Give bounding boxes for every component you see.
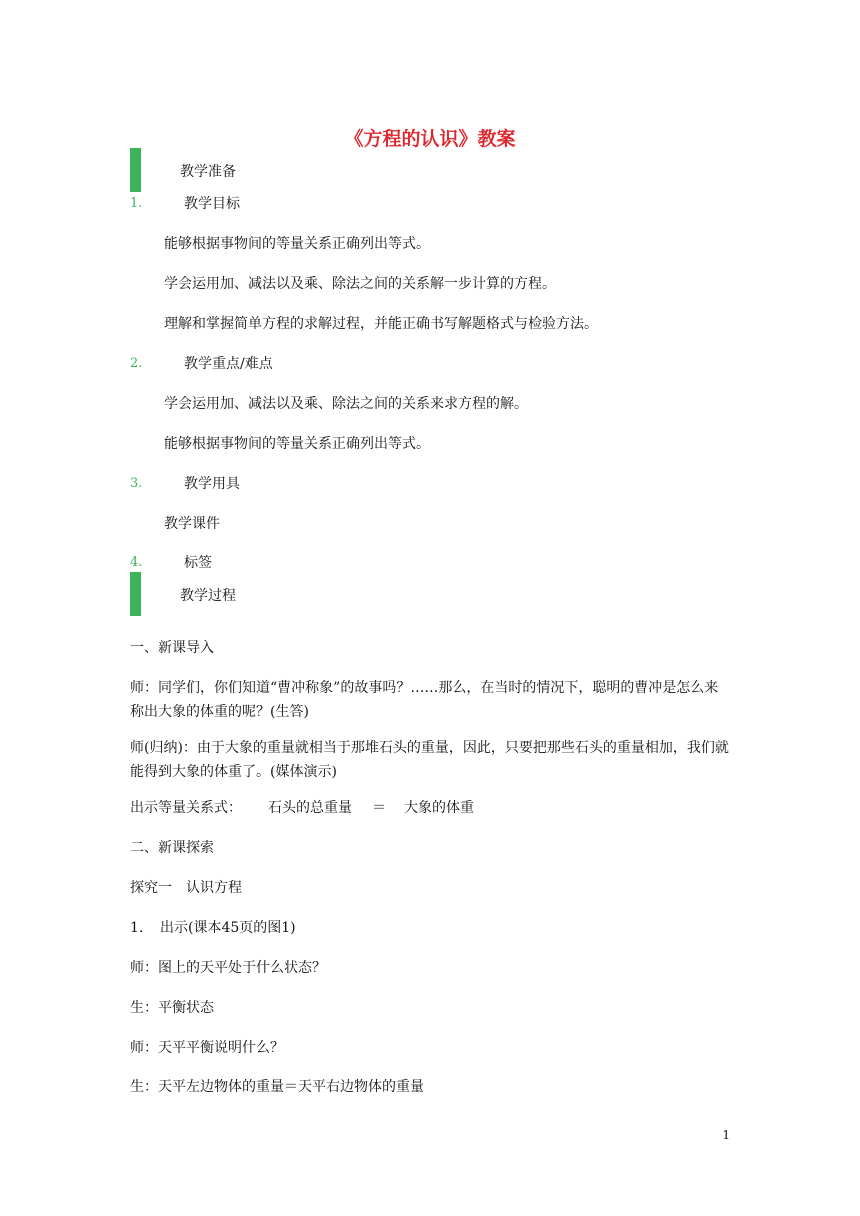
section-heading-prep: 教学准备 <box>180 164 236 180</box>
body-heading: 二、新课探索 <box>130 840 214 856</box>
list-number: 1. <box>130 920 144 936</box>
body-subheading: 探究一 认识方程 <box>130 880 242 896</box>
item-label-tools: 教学用具 <box>184 476 240 492</box>
item-number: 4. <box>130 555 143 570</box>
dialogue-line: 师：图上的天平处于什么状态？ <box>130 960 326 976</box>
page-number: 1 <box>722 1128 730 1142</box>
item-label-goals: 教学目标 <box>184 196 240 212</box>
document-title: 《方程的认识》教案 <box>344 128 516 150</box>
equation-label: 出示等量关系式： <box>130 800 242 816</box>
item-number: 1. <box>130 196 143 211</box>
body-paragraph: 师：同学们，你们知道“曹冲称象”的故事吗？……那么，在当时的情况下，聪明的曹冲是怎么来称出大象的体重的呢？(生答) <box>130 680 719 720</box>
dialogue-line: 生：天平左边物体的重量＝天平右边物体的重量 <box>130 1079 424 1095</box>
goal-text: 能够根据事物间的等量关系正确列出等式。 <box>164 236 430 252</box>
key-point-text: 学会运用加、减法以及乘、除法之间的关系来求方程的解。 <box>164 396 528 412</box>
goal-text: 学会运用加、减法以及乘、除法之间的关系解一步计算的方程。 <box>164 276 556 292</box>
section-marker-bar <box>130 572 141 616</box>
item-number: 2. <box>130 356 143 371</box>
goal-text: 理解和掌握简单方程的求解过程，并能正确书写解题格式与检验方法。 <box>164 316 598 332</box>
section-marker-bar <box>130 148 141 192</box>
item-label-tags: 标签 <box>184 555 212 571</box>
tools-text: 教学课件 <box>164 516 220 532</box>
section-heading-process: 教学过程 <box>180 588 236 604</box>
equation-right: 大象的体重 <box>404 800 474 816</box>
item-label-key-points: 教学重点/难点 <box>184 356 273 372</box>
body-heading: 一、新课导入 <box>130 640 214 656</box>
key-point-text: 能够根据事物间的等量关系正确列出等式。 <box>164 436 430 452</box>
dialogue-line: 师：天平平衡说明什么？ <box>130 1040 284 1056</box>
item-number: 3. <box>130 476 143 491</box>
equation-left: 石头的总重量 <box>268 800 352 816</box>
dialogue-line: 生：平衡状态 <box>130 1000 214 1016</box>
body-paragraph: 师(归纳)：由于大象的重量就相当于那堆石头的重量，因此，只要把那些石头的重量相加，我们就能得到大象的体重了。(媒体演示) <box>130 740 729 780</box>
equation-sign: ＝ <box>372 800 386 816</box>
list-text: 出示(课本45页的图1) <box>160 920 296 936</box>
